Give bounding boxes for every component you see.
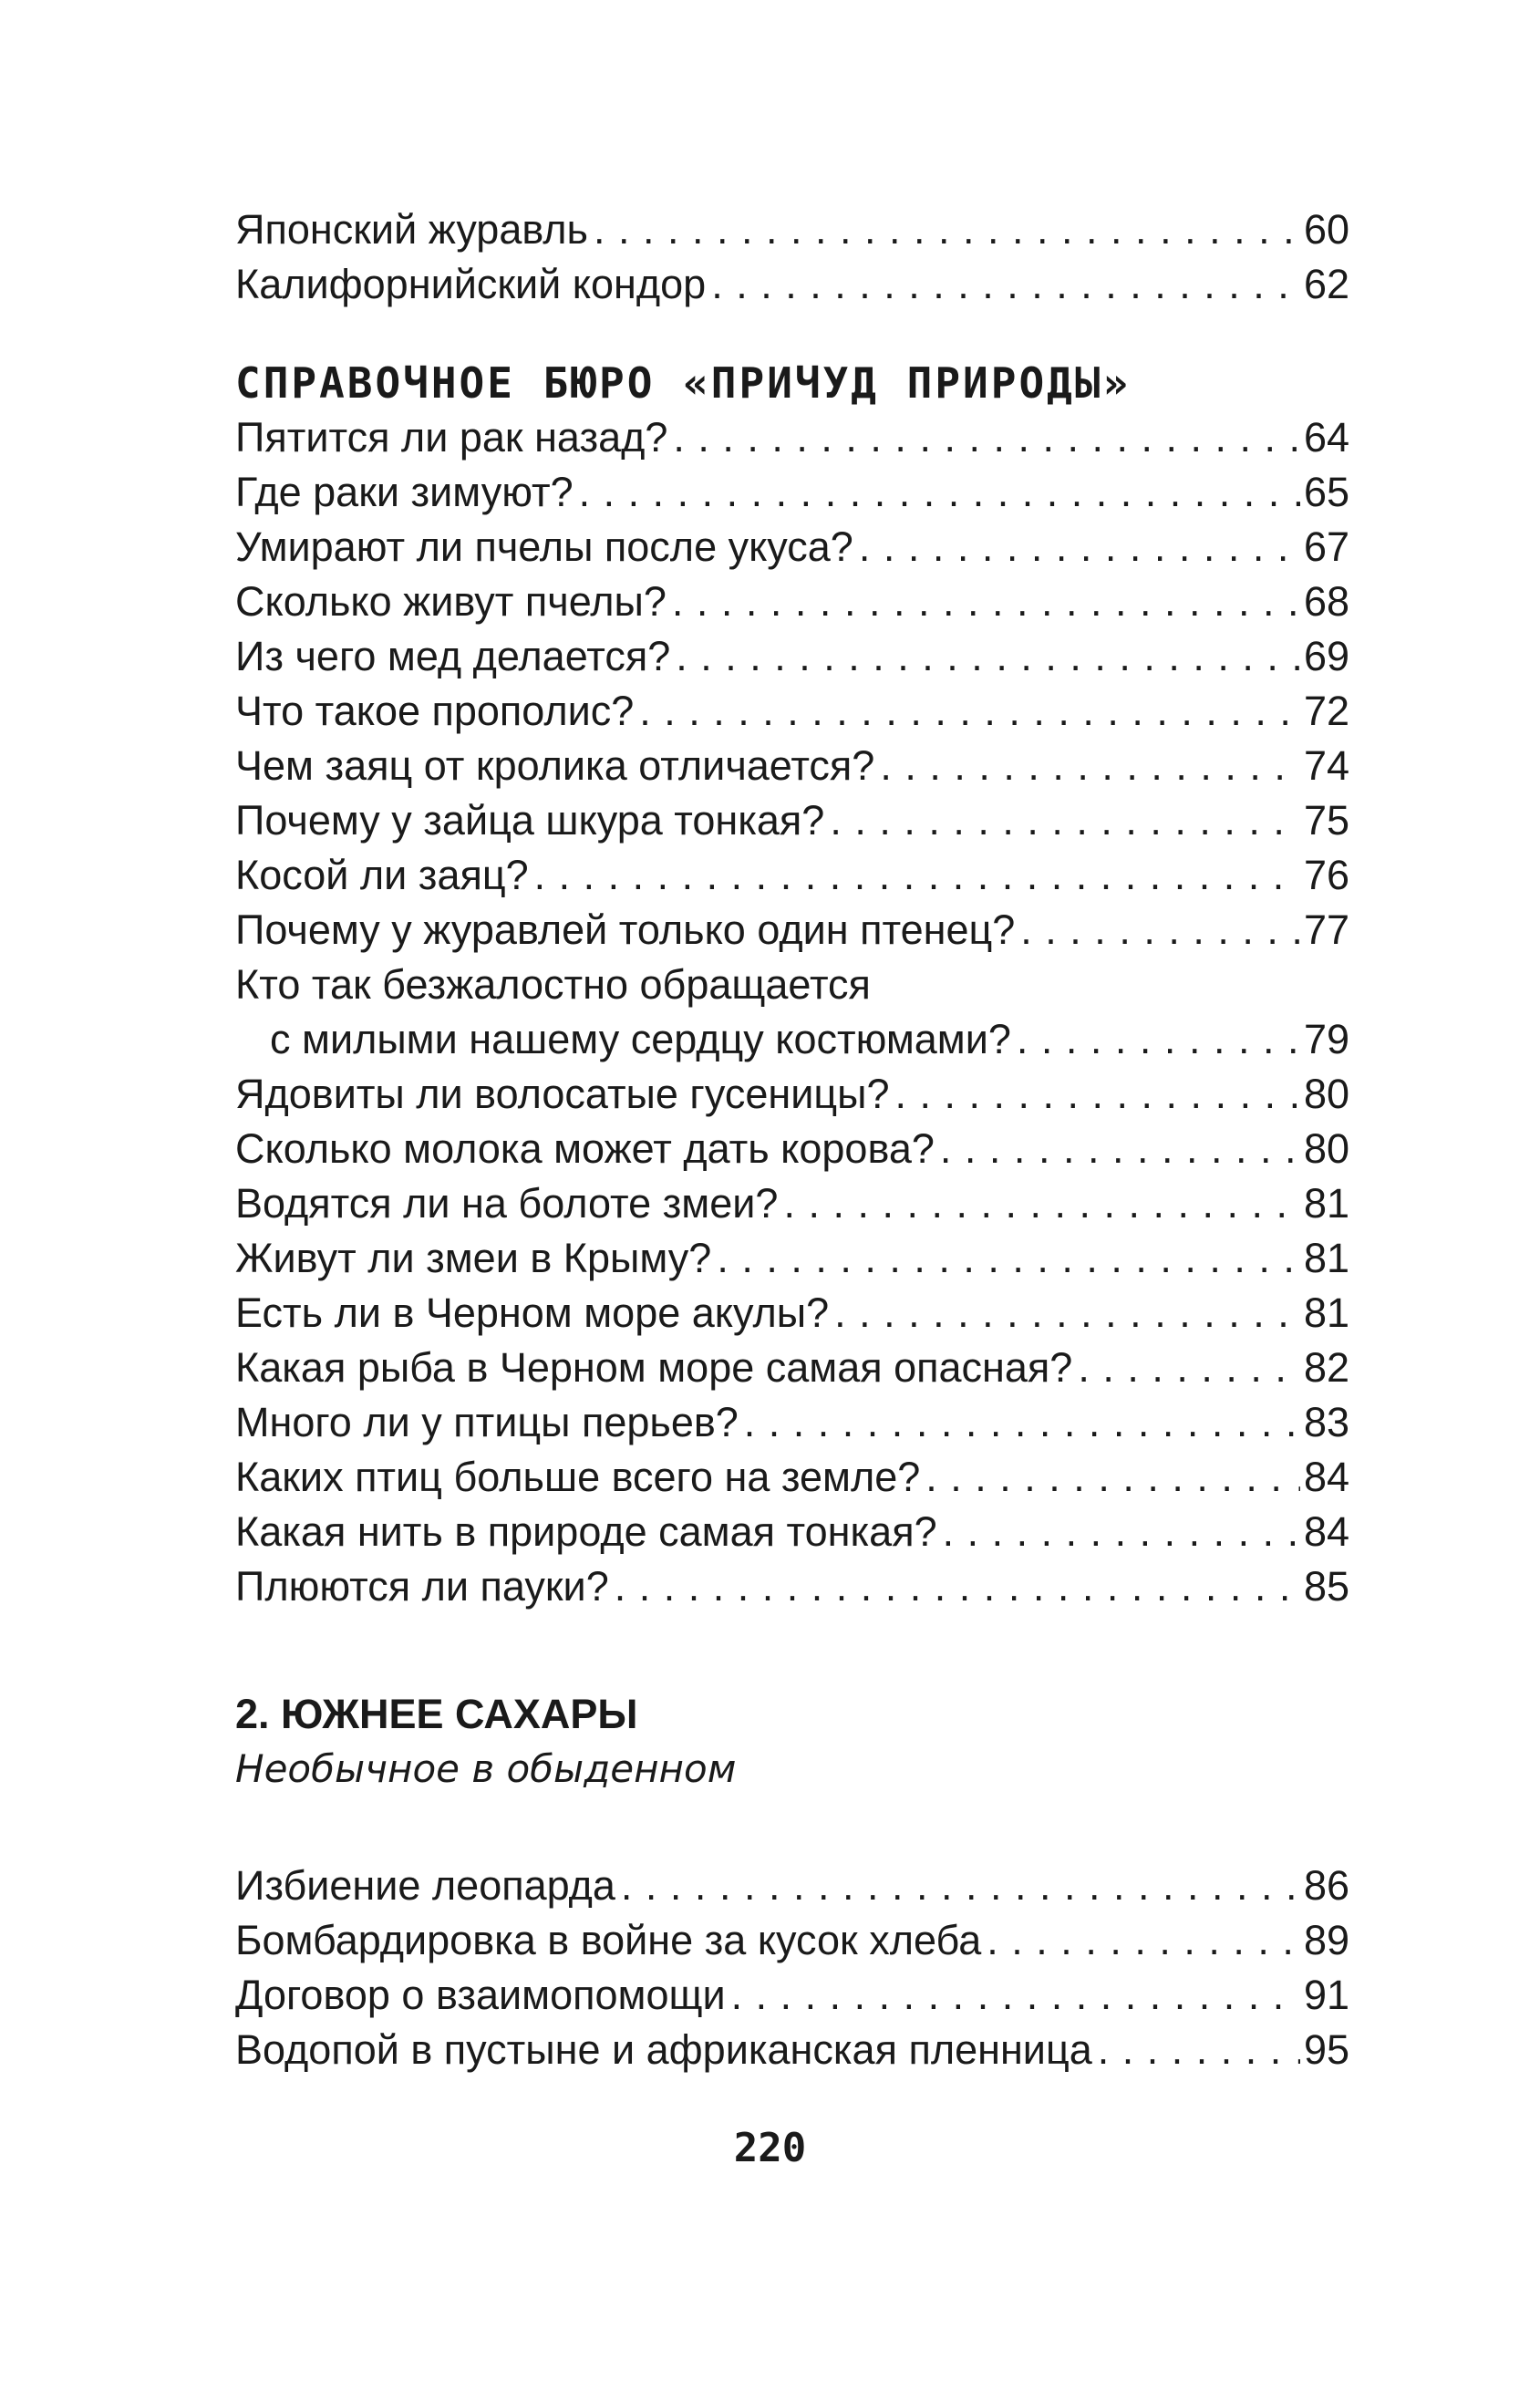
toc-entry-page: 69 (1303, 633, 1349, 679)
toc-entry-title: Косой ли заяц? (235, 852, 529, 898)
toc-entry-page: 89 (1303, 1917, 1349, 1963)
toc-entry-title: Сколько живут пчелы? (235, 578, 667, 625)
dot-leader (673, 410, 1300, 465)
toc-entry (235, 257, 1349, 312)
toc-entry-title: Живут ли змеи в Крыму? (235, 1235, 712, 1281)
toc-entry-page: 74 (1303, 742, 1349, 789)
toc-entry-page: 81 (1303, 1289, 1349, 1336)
dot-leader (880, 739, 1300, 793)
dot-leader (711, 257, 1300, 312)
toc-entry-page: 80 (1303, 1125, 1349, 1172)
dot-leader (834, 1286, 1300, 1341)
dot-leader (925, 1450, 1300, 1505)
toc-entry (235, 1122, 1349, 1176)
toc-entry-title: Калифорнийский кондор (235, 261, 707, 307)
toc-entry-title-line2: с милыми нашему сердцу костюмами? (270, 1016, 1011, 1062)
toc-entry (235, 520, 1349, 575)
dot-leader (534, 848, 1300, 903)
toc-entry-title: Пятится ли рак назад? (235, 414, 668, 461)
toc-entry (235, 1231, 1349, 1286)
toc-entry (235, 1968, 1349, 2023)
toc-entry (235, 410, 1349, 465)
toc-entry-page: 79 (1303, 1016, 1349, 1062)
toc-entry-page: 85 (1303, 1563, 1349, 1610)
toc-entry (235, 1286, 1349, 1341)
toc-entry (235, 1176, 1349, 1231)
toc-entry-title: Много ли у птицы перьев? (235, 1399, 739, 1445)
toc-entry-title: Какая рыба в Черном море самая опасная? (235, 1344, 1073, 1391)
toc-entry-title: Плюются ли пауки? (235, 1563, 609, 1610)
toc-entry (235, 739, 1349, 793)
toc-entry-title: Каких птиц больше всего на земле? (235, 1454, 921, 1500)
toc-entry-title: Почему у журавлей только один птенец? (235, 906, 1016, 953)
dot-leader (987, 1913, 1300, 1968)
toc-entry (235, 1559, 1349, 1614)
toc-entry (235, 1859, 1349, 1913)
toc-entry-title: Есть ли в Черном море акулы? (235, 1289, 830, 1336)
toc-entry (235, 684, 1349, 739)
toc-entry-page: 81 (1303, 1235, 1349, 1281)
toc-entry-page: 72 (1303, 688, 1349, 734)
dot-leader (940, 1122, 1300, 1176)
dot-leader (621, 1859, 1300, 1913)
toc-entry-page: 62 (1303, 261, 1349, 307)
toc-entry-title: Почему у зайца шкура тонкая? (235, 797, 825, 844)
toc-entry (235, 465, 1349, 520)
dot-leader (1017, 1012, 1300, 1067)
toc-entry-page: 67 (1303, 523, 1349, 570)
toc-entry-title-line1: Кто так безжалостно обращается (235, 961, 871, 1008)
page-number: 220 (733, 2125, 807, 2171)
section-heading: СПРАВОЧНОЕ БЮРО «ПРИЧУД ПРИРОДЫ» (235, 358, 1132, 408)
dot-leader (895, 1067, 1300, 1122)
toc-entry-page: 95 (1303, 2026, 1349, 2073)
toc-entry (235, 629, 1349, 684)
toc-entry-page: 86 (1303, 1862, 1349, 1909)
toc-entry-page: 68 (1303, 578, 1349, 625)
dot-leader (744, 1395, 1300, 1450)
toc-entry (235, 1450, 1349, 1505)
dot-leader (1078, 1341, 1300, 1395)
toc-entry-page: 81 (1303, 1180, 1349, 1227)
toc-entry-title: Умирают ли пчелы после укуса? (235, 523, 853, 570)
toc-entry-page: 91 (1303, 1972, 1349, 2018)
dot-leader (672, 575, 1300, 629)
dot-leader (943, 1505, 1300, 1559)
dot-leader (717, 1231, 1300, 1286)
toc-entry (235, 202, 1349, 257)
toc-entry-page: 82 (1303, 1344, 1349, 1391)
toc-entry-page: 64 (1303, 414, 1349, 461)
toc-entry-title: Договор о взаимопомощи (235, 1972, 726, 2018)
toc-entry-title: Из чего мед делается? (235, 633, 671, 679)
dot-leader (859, 520, 1300, 575)
chapter-heading: 2. ЮЖНЕЕ САХАРЫ (235, 1691, 638, 1737)
dot-leader (676, 629, 1300, 684)
dot-leader (615, 1559, 1300, 1614)
toc-entry (235, 575, 1349, 629)
toc-entry-title: Чем заяц от кролика отличается? (235, 742, 875, 789)
toc-entry-title: Ядовиты ли волосатые гусеницы? (235, 1071, 890, 1117)
toc-entry-page: 77 (1303, 906, 1349, 953)
chapter-subtitle: Необычное в обыденном (235, 1746, 737, 1791)
dot-leader (1020, 903, 1300, 958)
toc-entry-page: 84 (1303, 1508, 1349, 1555)
toc-entry-page: 80 (1303, 1071, 1349, 1117)
toc-entry-title: Водятся ли на болоте змеи? (235, 1180, 779, 1227)
toc-entry (235, 1395, 1349, 1450)
toc-entry (235, 1067, 1349, 1122)
toc-entry (235, 848, 1349, 903)
toc-entry-page: 65 (1303, 469, 1349, 515)
toc-entry (235, 2023, 1349, 2077)
toc-entry (235, 793, 1349, 848)
toc-entry-page: 75 (1303, 797, 1349, 844)
toc-entry-page: 83 (1303, 1399, 1349, 1445)
toc-entry-title: Сколько молока может дать корова? (235, 1125, 935, 1172)
chapter-entries (235, 1859, 1349, 2077)
dot-leader (783, 1176, 1300, 1231)
toc-entry (235, 903, 1349, 958)
toc-entry-title: Какая нить в природе самая тонкая? (235, 1508, 937, 1555)
toc-entry-title: Избиение леопарда (235, 1862, 615, 1909)
toc-entry (235, 1341, 1349, 1395)
dot-leader (579, 465, 1300, 520)
dot-leader (639, 684, 1300, 739)
toc-entry (235, 1913, 1349, 1968)
toc-entry (235, 1012, 1349, 1067)
dot-leader (731, 1968, 1300, 2023)
toc-top-group (235, 202, 1349, 312)
toc-entry-page: 76 (1303, 852, 1349, 898)
dot-leader (1098, 2023, 1300, 2077)
toc-entry-title: Японский журавль (235, 206, 588, 253)
toc-entry-page: 60 (1303, 206, 1349, 253)
toc-entry-title: Где раки зимуют? (235, 469, 574, 515)
dot-leader (594, 202, 1300, 257)
toc-entry-title: Что такое прополис? (235, 688, 635, 734)
section-entries (235, 410, 1349, 1614)
toc-entry-title: Бомбардировка в войне за кусок хлеба (235, 1917, 982, 1963)
toc-page (235, 202, 1349, 2077)
toc-entry (235, 1505, 1349, 1559)
dot-leader (830, 793, 1300, 848)
toc-entry-title: Водопой в пустыне и африканская пленница (235, 2026, 1092, 2073)
toc-entry-page: 84 (1303, 1454, 1349, 1500)
